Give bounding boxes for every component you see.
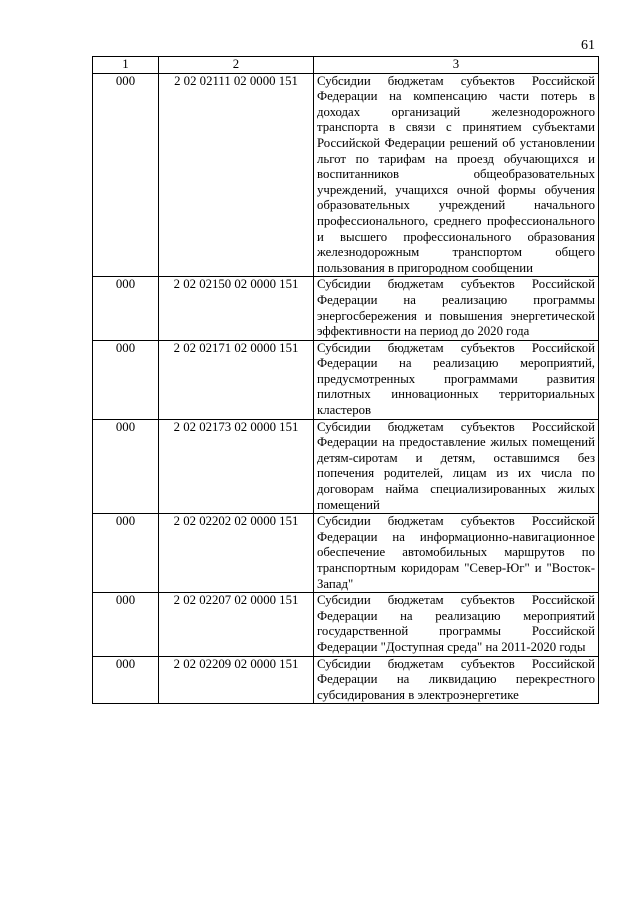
table-header-row	[93, 57, 599, 74]
budget-code-cell: 2 02 02173 02 0000 151	[159, 419, 314, 514]
budget-code-cell: 2 02 02111 02 0000 151	[159, 73, 314, 277]
admin-code-cell: 000	[93, 340, 159, 419]
admin-code-cell: 000	[93, 73, 159, 277]
table-row	[93, 593, 599, 656]
budget-code-cell: 2 02 02150 02 0000 151	[159, 277, 314, 340]
description-cell: Субсидии бюджетам субъектов Российской Федерации на предоставление жилых помещений детям-сиротам и детям, оставшимся без попечения родителей, лицам из их числа по договорам найма специализированных жилых помещений	[314, 419, 599, 514]
table-row	[93, 656, 599, 704]
description-cell: Субсидии бюджетам субъектов Российской Федерации на реализацию программы энергосбережения и повышения энергетической эффективности на период до 2020 года	[314, 277, 599, 340]
admin-code-cell: 000	[93, 593, 159, 656]
description-cell: Субсидии бюджетам субъектов Российской Федерации на компенсацию части потерь в доходах организаций железнодорожного транспорта в связи с принятием субъектами Российской Федерации решений об установлении льгот по тарифам на проезд обучающихся и воспитанников общеобразовательных учреждений, учащихся очной формы обучения образовательных учреждений начального профессионального, среднего профессионального и высшего профессионального образования железнодорожным транспортом общего пользования в пригородном сообщении	[314, 73, 599, 277]
page-number: 61	[581, 38, 595, 53]
table-row	[93, 419, 599, 514]
table-row	[93, 73, 599, 277]
table-row	[93, 514, 599, 593]
budget-code-cell: 2 02 02209 02 0000 151	[159, 656, 314, 704]
admin-code-cell: 000	[93, 656, 159, 704]
description-cell: Субсидии бюджетам субъектов Российской Федерации на ликвидацию перекрестного субсидирования в электроэнергетике	[314, 656, 599, 704]
description-cell: Субсидии бюджетам субъектов Российской Федерации на реализацию мероприятий, предусмотренных программами развития пилотных инновационных территориальных кластеров	[314, 340, 599, 419]
admin-code-cell: 000	[93, 277, 159, 340]
budget-code-cell: 2 02 02202 02 0000 151	[159, 514, 314, 593]
column-header-3: 3	[314, 57, 599, 74]
column-header-1: 1	[93, 57, 159, 74]
description-cell: Субсидии бюджетам субъектов Российской Федерации на информационно-навигационное обеспечение автомобильных маршрутов по транспортным коридорам "Север-Юг" и "Восток-Запад"	[314, 514, 599, 593]
admin-code-cell: 000	[93, 419, 159, 514]
admin-code-cell: 000	[93, 514, 159, 593]
table-row	[93, 277, 599, 340]
description-cell: Субсидии бюджетам субъектов Российской Федерации на реализацию мероприятий государственной программы Российской Федерации "Доступная среда" на 2011-2020 годы	[314, 593, 599, 656]
budget-table	[92, 56, 599, 704]
table-row	[93, 340, 599, 419]
budget-code-cell: 2 02 02171 02 0000 151	[159, 340, 314, 419]
budget-code-cell: 2 02 02207 02 0000 151	[159, 593, 314, 656]
column-header-2: 2	[159, 57, 314, 74]
